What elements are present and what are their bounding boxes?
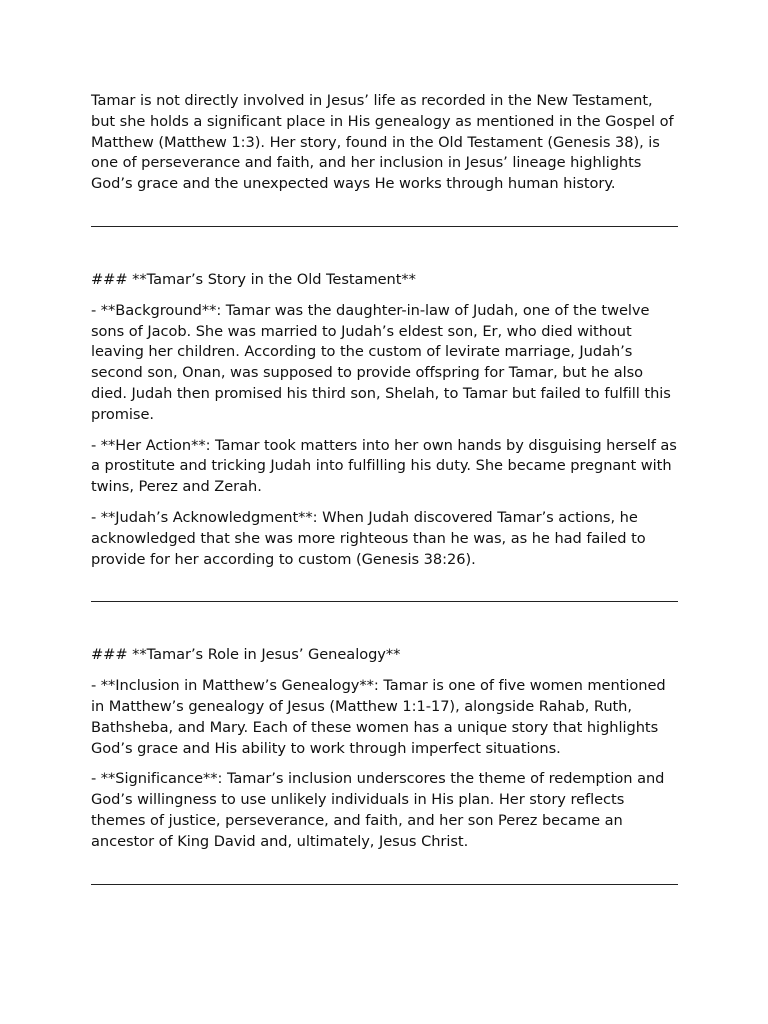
section-heading: ### **Tamar’s Story in the Old Testament**	[91, 270, 416, 288]
section-old-testament	[91, 227, 681, 570]
section-genealogy	[91, 602, 681, 852]
divider	[91, 884, 678, 885]
intro-paragraph: Tamar is not directly involved in Jesus’ life as recorded in the New Testament, but she holds a significant place in His genealogy as mentioned in the Gospel of Matthew (Matthew 1:3). Her story, found in the Old Testament (Genesis 38), is one of perseverance and faith, and her inclusion in Jesus’ lineage highlights God’s grace and the unexpected ways He works through human history.	[91, 92, 674, 193]
list-item: - **Background**: Tamar was the daughter-in-law of Judah, one of the twelve sons of Jacob. She was married to Judah’s eldest son, Er, who died without leaving her children. According to the custom of levirate marriage, Judah’s second son, Onan, was supposed to provide offspring for Tamar, but he also died. Judah then promised his third son, Shelah, to Tamar but failed to fulfill this promise.	[91, 301, 671, 423]
document-page	[91, 91, 681, 885]
list-item: - **Her Action**: Tamar took matters into her own hands by disguising herself as a prostitute and tricking Judah into fulfilling his duty. She became pregnant with twins, Perez and Zerah.	[91, 436, 677, 496]
list-item: - **Significance**: Tamar’s inclusion underscores the theme of redemption and God’s willingness to use unlikely individuals in His plan. Her story reflects themes of justice, perseverance, and faith, and her son Perez became an ancestor of King David and, ultimately, Jesus Christ.	[91, 770, 665, 850]
list-item: - **Inclusion in Matthew’s Genealogy**: Tamar is one of five women mentioned in Matthew’s genealogy of Jesus (Matthew 1:1-17), alongside Rahab, Ruth, Bathsheba, and Mary. Each of these women has a unique story that highlights God’s grace and His ability to work through imperfect situations.	[91, 677, 666, 757]
list-item: - **Judah’s Acknowledgment**: When Judah discovered Tamar’s actions, he acknowledged that she was more righteous than he was, as he had failed to provide for her according to custom (Genesis 38:26).	[91, 508, 646, 568]
section-heading: ### **Tamar’s Role in Jesus’ Genealogy**	[91, 646, 401, 664]
